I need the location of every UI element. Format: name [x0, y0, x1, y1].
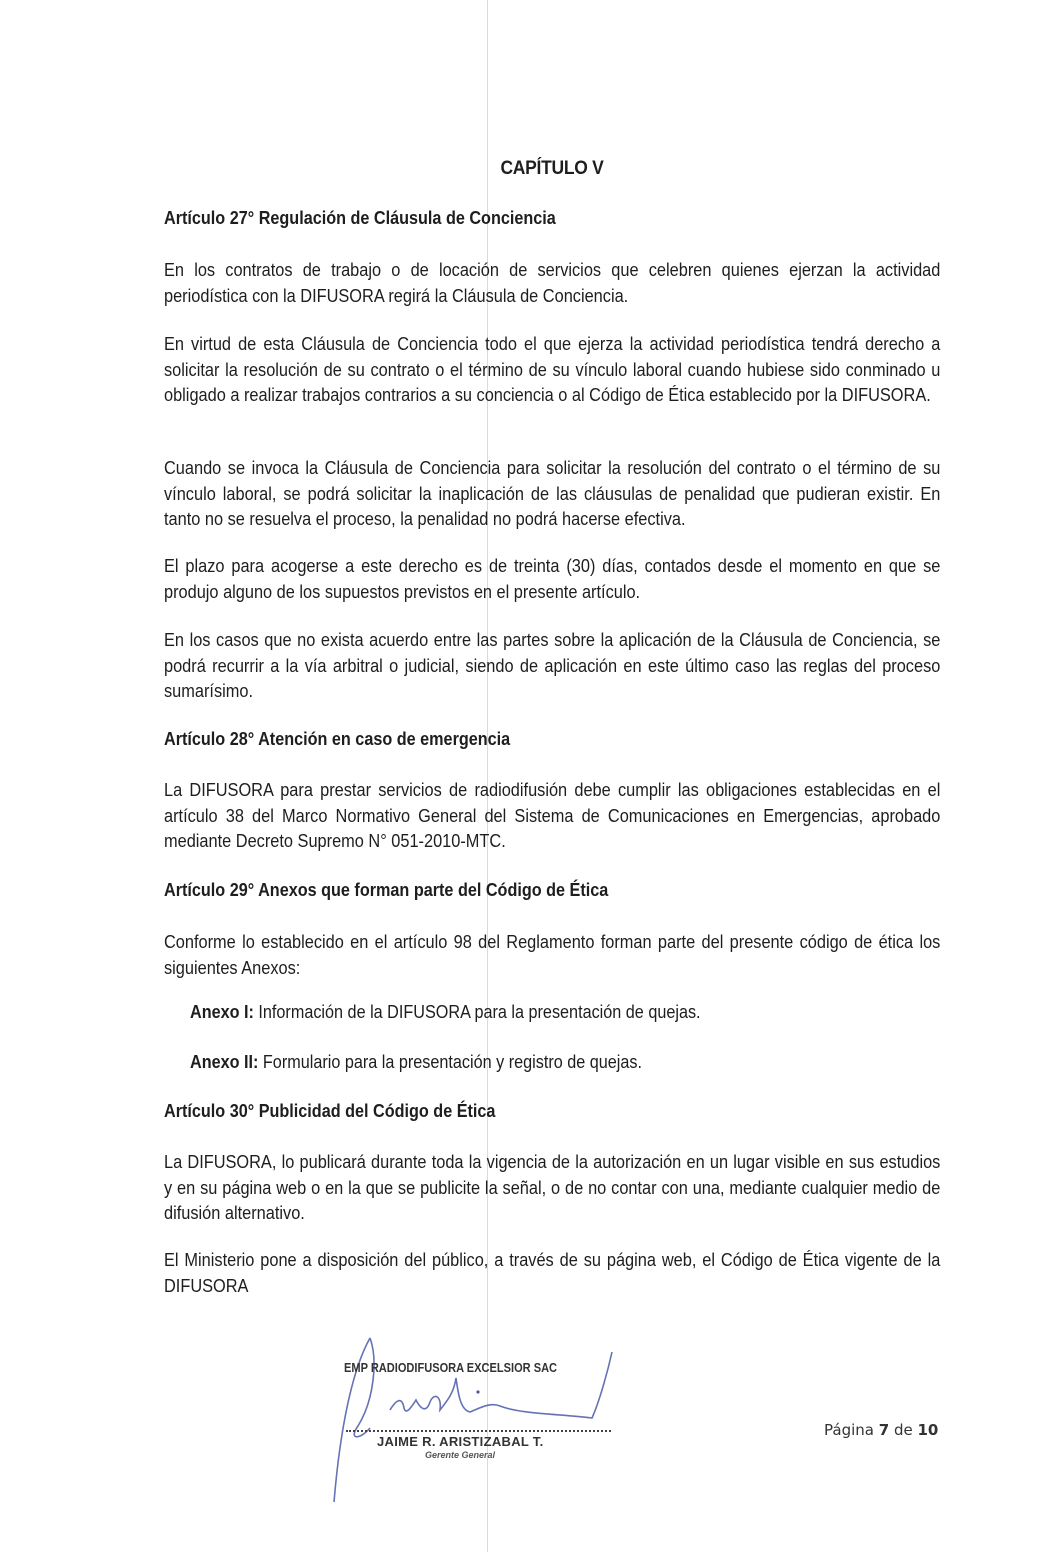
- page-number-middle: de: [889, 1421, 918, 1439]
- article-30-paragraph-2: El Ministerio pone a disposición del público, a través de su página web, el Código de Ética vigente de la DIFUSORA: [164, 1250, 941, 1296]
- annex-1-label: Anexo I:: [190, 1002, 254, 1022]
- article-27-paragraph-1: En los contratos de trabajo o de locación de servicios que celebren quienes ejerzan la actividad periodística con la DIFUSORA regirá la Cláusula de Conciencia.: [164, 260, 941, 306]
- signature-dotted-line: [346, 1430, 611, 1432]
- article-27-paragraph-2: En virtud de esta Cláusula de Conciencia todo el que ejerza la actividad periodística tendrá derecho a solicitar la resolución de su contrato o el término de su vínculo laboral cuando hubiese sido conminado u obligado a realizar trabajos contrarios a su conciencia o al Código de Ética establecido por la DIFUSORA.: [164, 334, 941, 405]
- annex-2-text: Formulario para la presentación y registro de quejas.: [258, 1052, 643, 1072]
- chapter-title: CAPÍTULO V: [500, 158, 604, 179]
- signatory-name: JAIME R. ARISTIZABAL T.: [377, 1434, 544, 1449]
- signature-company-stamp: EMP RADIODIFUSORA EXCELSIOR SAC: [344, 1360, 558, 1375]
- signatory-role: Gerente General: [425, 1450, 496, 1460]
- article-27-heading: Artículo 27° Regulación de Cláusula de Conciencia: [164, 208, 556, 228]
- page-number-total: 10: [917, 1421, 939, 1439]
- article-30-paragraph-1: La DIFUSORA, lo publicará durante toda la vigencia de la autorización en un lugar visible en sus estudios y en su página web o en la que se publicite la señal, o de no contar con una, mediante cualquier medio de difusión alternativo.: [164, 1152, 941, 1223]
- article-29-paragraph-1: Conforme lo establecido en el artículo 98 del Reglamento forman parte del presente código de ética los siguientes Anexos:: [164, 932, 941, 978]
- annex-item-1: [190, 1002, 701, 1023]
- annex-item-2: [190, 1052, 642, 1073]
- article-29-heading: Artículo 29° Anexos que forman parte del Código de Ética: [164, 880, 609, 900]
- scan-fold-line: [487, 0, 488, 1552]
- article-28-paragraph-1: La DIFUSORA para prestar servicios de radiodifusión debe cumplir las obligaciones establecidas en el artículo 38 del Marco Normativo General del Sistema de Comunicaciones en Emergencias, aprobado mediante Decreto Supremo N° 051-2010-MTC.: [164, 780, 941, 851]
- article-27-paragraph-3: Cuando se invoca la Cláusula de Conciencia para solicitar la resolución del contrato o el término de su vínculo laboral, se podrá solicitar la inaplicación de las cláusulas de penalidad que pudieran existir. En tanto no se resuelva el proceso, la penalidad no podrá hacerse efectiva.: [164, 458, 941, 529]
- article-28-heading: Artículo 28° Atención en caso de emergencia: [164, 729, 511, 749]
- annex-1-text: Información de la DIFUSORA para la presentación de quejas.: [253, 1002, 701, 1022]
- article-27-paragraph-5: En los casos que no exista acuerdo entre las partes sobre la aplicación de la Cláusula de Conciencia, se podrá recurrir a la vía arbitral o judicial, siendo de aplicación en este último caso las reglas del proceso sumarísimo.: [164, 630, 941, 701]
- page-number-current: 7: [878, 1421, 890, 1439]
- page-number: [824, 1421, 938, 1439]
- signature-block: [330, 1330, 630, 1520]
- article-27-paragraph-4: El plazo para acogerse a este derecho es de treinta (30) días, contados desde el momento en que se produjo alguno de los supuestos previstos en el presente artículo.: [164, 556, 941, 602]
- annex-2-label: Anexo II:: [190, 1052, 259, 1072]
- article-30-heading: Artículo 30° Publicidad del Código de Ética: [164, 1101, 496, 1121]
- handwritten-signature-icon: [330, 1330, 630, 1520]
- page-number-prefix: Página: [824, 1421, 879, 1439]
